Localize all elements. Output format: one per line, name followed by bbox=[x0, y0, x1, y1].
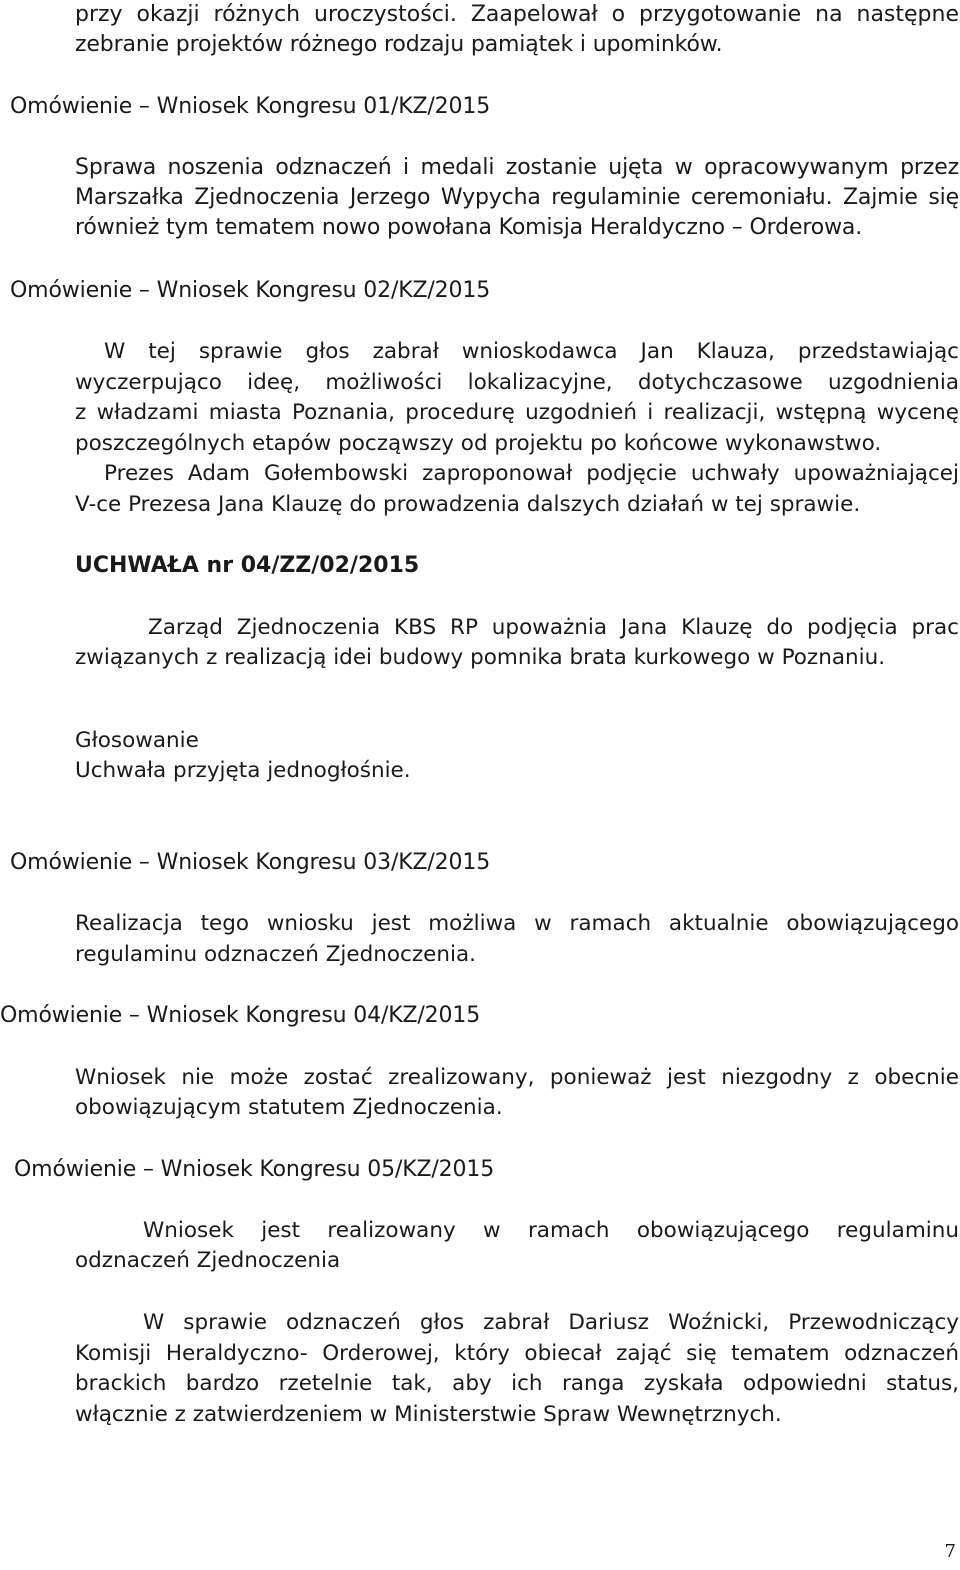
section3-line-1: Realizacja tego wniosku jest możliwa w ramach aktualnie obowiązującego bbox=[75, 911, 959, 936]
section5-para2-line-2: Komisji Heraldyczno- Orderowej, który obiecał zająć się tematem odznaczeń bbox=[75, 1341, 959, 1366]
section2-line-2: wyczerpująco ideę, możliwości lokalizacyjne, dotychczasowe uzgodnienia bbox=[75, 370, 959, 395]
vote-result: Uchwała przyjęta jednogłośnie. bbox=[75, 758, 411, 783]
resolution-title: UCHWAŁA nr 04/ZZ/02/2015 bbox=[75, 553, 420, 578]
section5-para2-line-1: W sprawie odznaczeń głos zabrał Dariusz Woźnicki, Przewodniczący bbox=[143, 1310, 959, 1335]
resolution-line-1: Zarząd Zjednoczenia KBS RP upoważnia Jana Klauzę do podjęcia prac bbox=[148, 615, 959, 640]
section1-line-2: Marszałka Zjednoczenia Jerzego Wypycha regulaminie ceremoniału. Zajmie się bbox=[75, 185, 959, 210]
section3-line-2: regulaminu odznaczeń Zjednoczenia. bbox=[75, 942, 477, 967]
section2-line-1: W tej sprawie głos zabrał wnioskodawca Jan Klauza, przedstawiając bbox=[104, 339, 959, 364]
section5-line-2: odznaczeń Zjednoczenia bbox=[75, 1248, 341, 1273]
section4-line-1: Wniosek nie może zostać zrealizowany, ponieważ jest niezgodny z obecnie bbox=[75, 1065, 959, 1090]
intro-line-2: zebranie projektów różnego rodzaju pamiątek i upominków. bbox=[75, 32, 723, 57]
section4-heading: Omówienie – Wniosek Kongresu 04/KZ/2015 bbox=[0, 1003, 481, 1028]
page-number: 7 bbox=[944, 1541, 956, 1562]
section2-line-3: z władzami miasta Poznania, procedurę uzgodnień i realizacji, wstępną wycenę bbox=[75, 400, 959, 425]
section1-heading: Omówienie – Wniosek Kongresu 01/KZ/2015 bbox=[10, 94, 491, 119]
section2-line-4: poszczególnych etapów począwszy od projektu po końcowe wykonawstwo. bbox=[75, 431, 882, 456]
section1-line-3: również tym tematem nowo powołana Komisja Heraldyczno – Orderowa. bbox=[75, 215, 863, 240]
section5-line-1: Wniosek jest realizowany w ramach obowiązującego regulaminu bbox=[143, 1218, 959, 1243]
section2-line-5: Prezes Adam Gołembowski zaproponował podjęcie uchwały upoważniającej bbox=[104, 461, 959, 486]
section2-heading: Omówienie – Wniosek Kongresu 02/KZ/2015 bbox=[10, 278, 491, 303]
section2-line-6: V-ce Prezesa Jana Klauzę do prowadzenia dalszych działań w tej sprawie. bbox=[75, 492, 861, 517]
section5-para2-line-4: włącznie z zatwierdzeniem w Ministerstwie Spraw Wewnętrznych. bbox=[75, 1402, 782, 1427]
section3-heading: Omówienie – Wniosek Kongresu 03/KZ/2015 bbox=[10, 850, 491, 875]
section5-heading: Omówienie – Wniosek Kongresu 05/KZ/2015 bbox=[14, 1157, 495, 1182]
section4-line-2: obowiązującym statutem Zjednoczenia. bbox=[75, 1095, 503, 1120]
section1-line-1: Sprawa noszenia odznaczeń i medali zostanie ujęta w opracowywanym przez bbox=[75, 155, 959, 180]
section5-para2-line-3: brackich bardzo rzetelnie tak, aby ich ranga zyskała odpowiedni status, bbox=[75, 1371, 959, 1396]
resolution-line-2: związanych z realizacją idei budowy pomnika brata kurkowego w Poznaniu. bbox=[75, 645, 886, 670]
vote-label: Głosowanie bbox=[75, 728, 199, 753]
intro-line-1: przy okazji różnych uroczystości. Zaapelował o przygotowanie na następne bbox=[75, 2, 959, 27]
